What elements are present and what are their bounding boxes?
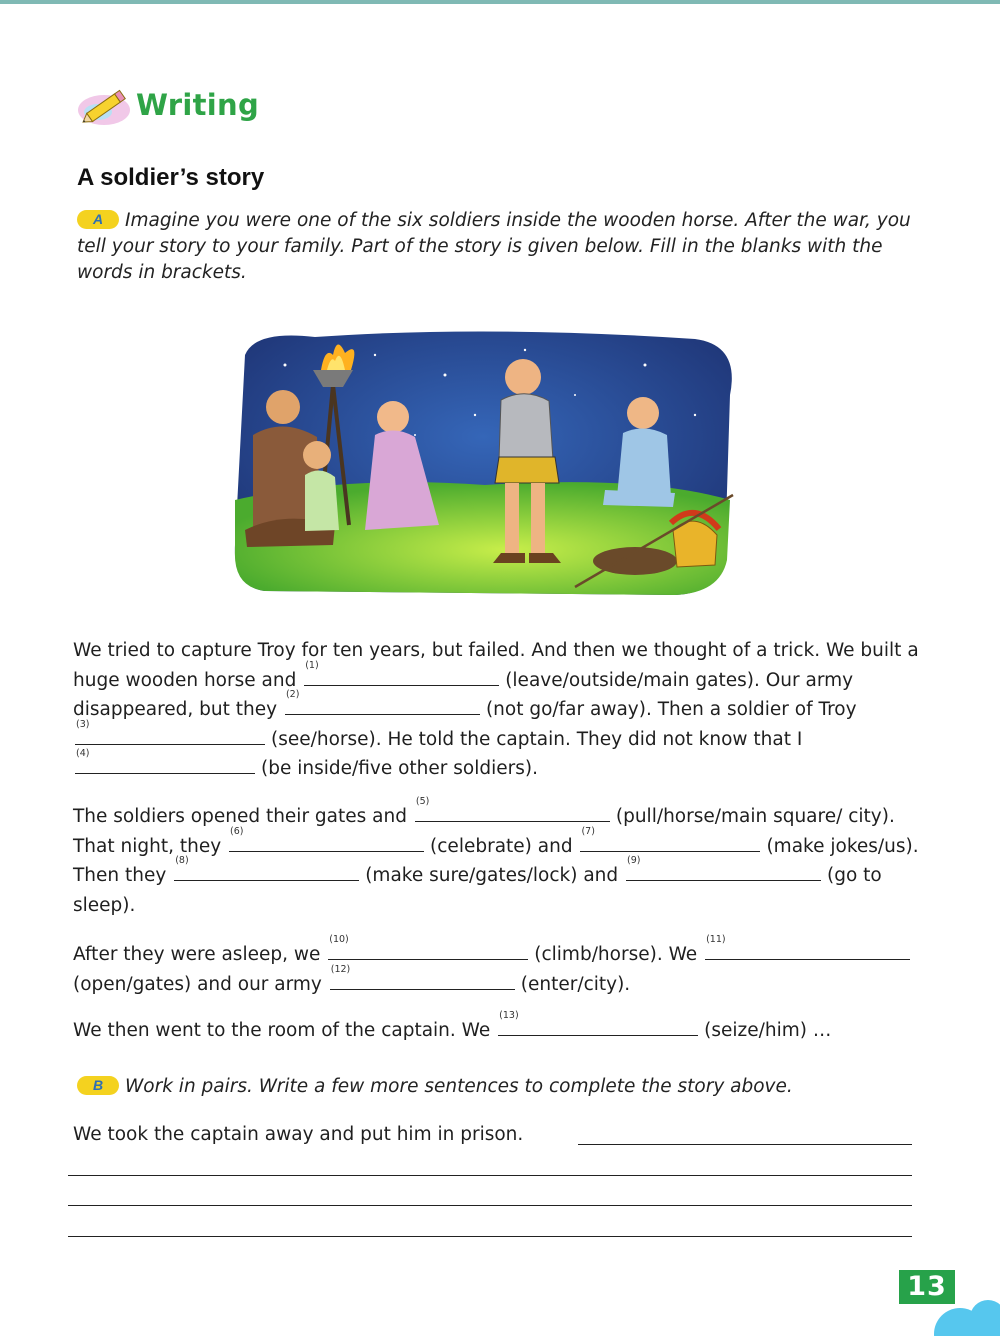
p2-hint-9: (go to sleep).	[73, 865, 882, 916]
blank-7[interactable]	[580, 825, 760, 852]
blank-number-4: (4)	[76, 748, 90, 759]
blank-2[interactable]	[285, 689, 480, 715]
writing-line-2[interactable]	[68, 1175, 912, 1176]
p1-hint-1: (leave/outside/main gates).	[505, 669, 760, 691]
p2-hint-7: (make jokes/us). Then they	[73, 835, 919, 886]
story-paragraph-2	[73, 796, 933, 920]
blank-11[interactable]	[705, 934, 910, 960]
blank-3[interactable]	[75, 718, 265, 745]
p4-hint-13: (seize/him) …	[704, 1020, 832, 1041]
blank-number-5: (5)	[415, 796, 430, 807]
story-paragraph-3	[73, 934, 933, 999]
p1-text-2: Our army disappeared, but they	[73, 669, 854, 720]
blank-number-11: (11)	[706, 934, 726, 945]
blank-number-3: (3)	[76, 718, 90, 730]
top-rule	[0, 0, 1000, 4]
p1-text-1: We tried to capture Troy for ten years, but failed. And then we thought of a trick. We built a huge wooden horse and	[73, 640, 919, 691]
pencil-icon	[76, 82, 136, 130]
blank-13[interactable]	[498, 1010, 698, 1036]
blank-12[interactable]	[330, 963, 515, 990]
blank-1[interactable]	[304, 659, 499, 686]
p1-hint-4: (be inside/five other soldiers).	[261, 758, 538, 779]
task-b-badge: B	[77, 1076, 119, 1095]
task-b-text: Work in pairs. Write a few more sentences to complete the story above.	[125, 1076, 793, 1097]
p3-hint-11: (open/gates) and our army	[73, 973, 322, 995]
task-a-badge: A	[77, 210, 119, 229]
task-b-instruction	[77, 1074, 937, 1100]
story-paragraph-1	[73, 636, 933, 784]
blank-number-13: (13)	[499, 1010, 519, 1021]
blank-4[interactable]	[75, 748, 255, 774]
page-number: 13	[899, 1270, 955, 1304]
blank-10[interactable]	[328, 934, 528, 960]
writing-line-3[interactable]	[68, 1205, 912, 1206]
p3-hint-12: (enter/city).	[520, 973, 631, 995]
blank-number-2: (2)	[285, 689, 300, 700]
writing-line-4[interactable]	[68, 1236, 912, 1237]
story-title: A soldier’s story	[77, 164, 265, 191]
blank-9[interactable]	[626, 855, 821, 881]
blank-number-6: (6)	[230, 825, 244, 837]
blank-number-8: (8)	[175, 855, 189, 866]
blank-number-7: (7)	[581, 825, 595, 837]
soldier-storytelling-illustration	[225, 325, 745, 605]
story-paragraph-4	[73, 1010, 933, 1046]
blank-number-10: (10)	[329, 934, 349, 945]
p2-hint-5: (pull/horse/main square/ city). That night, they	[73, 806, 895, 857]
blank-number-12: (12)	[330, 963, 351, 975]
task-b-starter: We took the captain away and put him in prison.	[73, 1124, 524, 1145]
writing-line-1[interactable]	[578, 1144, 912, 1145]
p4-text-1: We then went to the room of the captain. We	[73, 1020, 491, 1041]
task-a-instruction	[77, 208, 937, 286]
section-heading	[76, 78, 296, 134]
blank-5[interactable]	[415, 796, 610, 822]
p1-hint-2: (not go/far away). Then a soldier of Troy	[485, 699, 857, 720]
blank-6[interactable]	[229, 825, 424, 852]
p2-hint-8: (make sure/gates/lock) and	[365, 865, 619, 886]
p2-hint-6: (celebrate) and	[430, 835, 573, 857]
p3-hint-10: (climb/horse). We	[534, 944, 698, 965]
task-a-text: Imagine you were one of the six soldiers inside the wooden horse. After the war, you tell your story to your family. Part of the story is given below. Fill in the blanks with the words in brackets.	[77, 210, 911, 283]
p2-text-1: The soldiers opened their gates and	[73, 806, 407, 827]
p3-text-1: After they were asleep, we	[73, 944, 321, 965]
p1-hint-3: (see/horse). He told the captain. They did not know that I	[271, 728, 803, 750]
section-title: Writing	[136, 88, 260, 122]
blank-8[interactable]	[174, 855, 359, 881]
blank-number-9: (9)	[627, 855, 641, 866]
blank-number-1: (1)	[305, 659, 319, 671]
